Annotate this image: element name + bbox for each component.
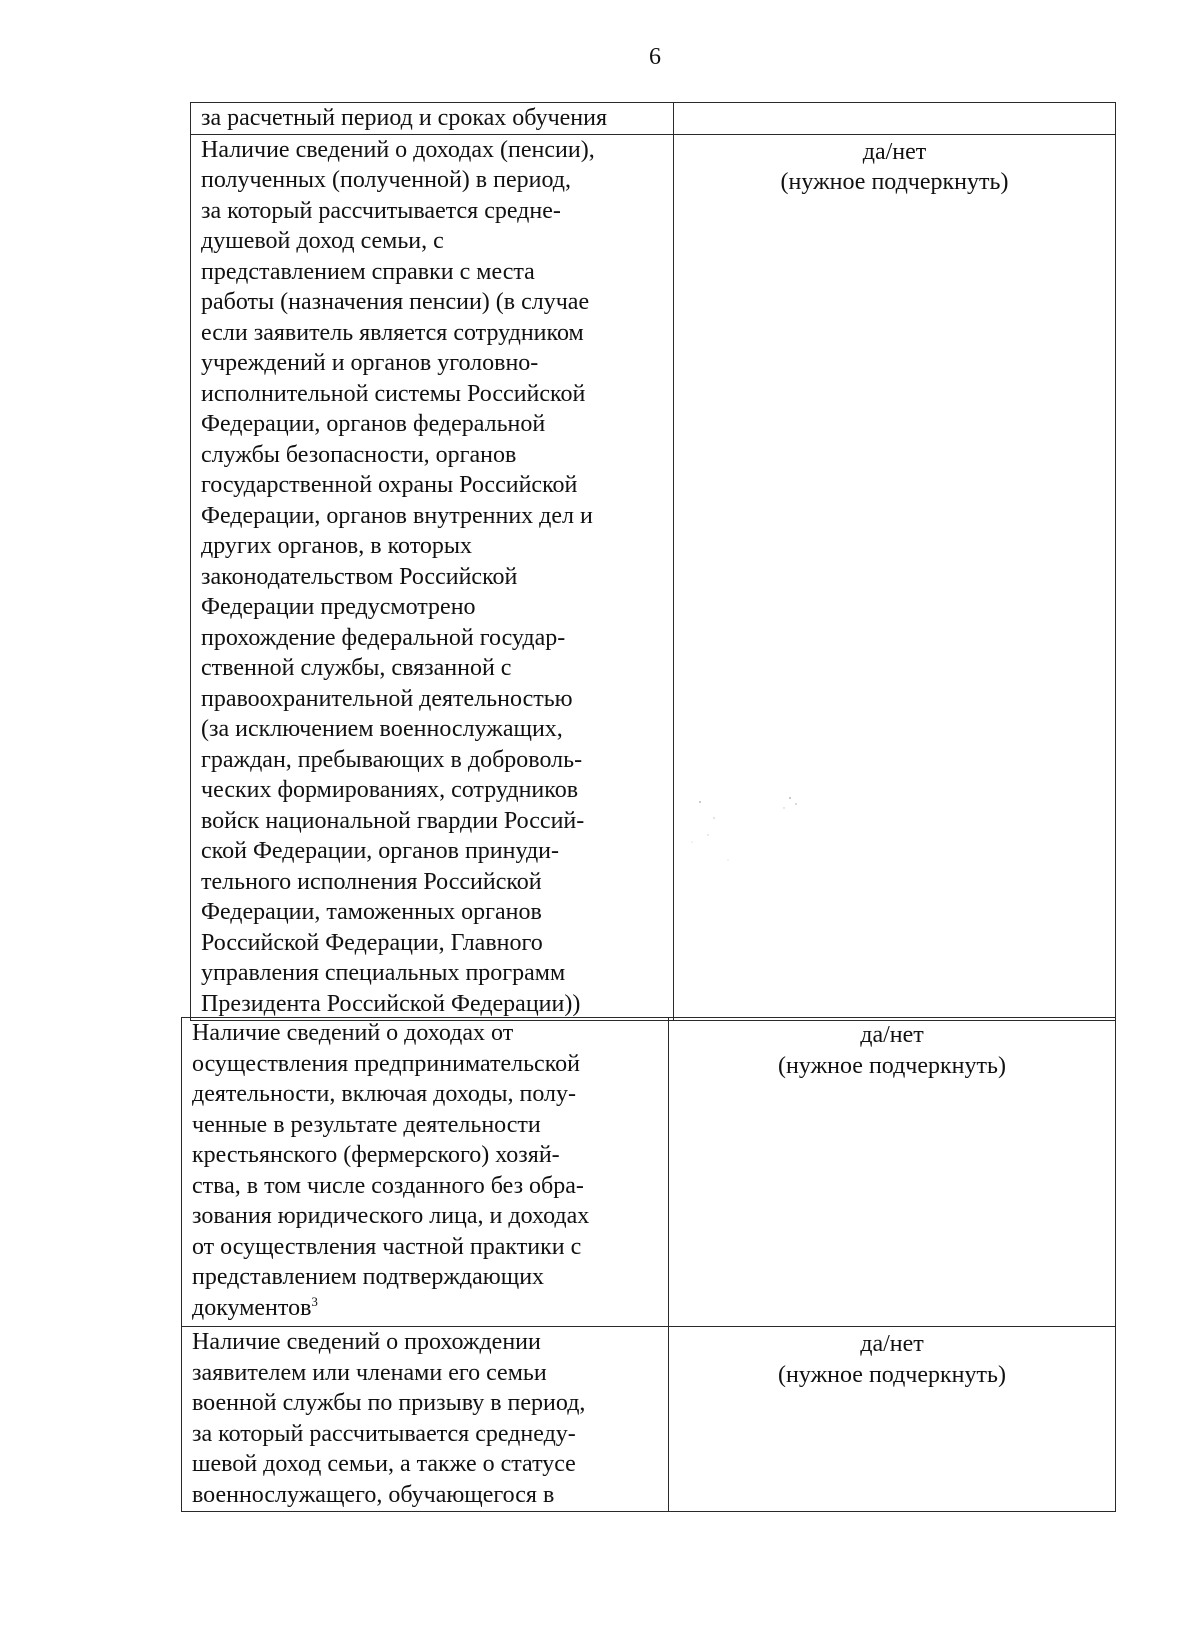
text-line: прохождение федеральной государ- <box>201 624 566 651</box>
text-line: за который рассчитывается средне- <box>201 197 561 224</box>
text-line: зования юридического лица, и доходах <box>192 1203 590 1229</box>
underline-instruction: (нужное подчеркнуть) <box>778 1361 1006 1388</box>
text-line: полученных (полученной) в период, <box>201 167 571 193</box>
page-number: 6 <box>649 44 661 70</box>
text-line: заявителем или членами его семьи <box>192 1359 547 1386</box>
text-line: службы безопасности, органов <box>201 441 517 468</box>
row-3-answer <box>669 1018 1116 1327</box>
text-line: Федерации, таможенных органов <box>201 899 542 925</box>
row-2-answer <box>674 134 1116 1020</box>
text-line: шевой доход семьи, а также о статусе <box>192 1451 576 1477</box>
text-line: законодательством Российской <box>201 563 518 590</box>
underline-instruction: (нужное подчеркнуть) <box>778 1052 1006 1079</box>
text-line: других органов, в которых <box>201 533 473 559</box>
text-line: тельного исполнения Российской <box>201 868 542 895</box>
text-line: Российской Федерации, Главного <box>201 929 543 956</box>
form-table-top <box>190 102 1116 1021</box>
text-line: от осуществления частной практики с <box>192 1233 582 1260</box>
underline-instruction: (нужное подчеркнуть) <box>780 169 1009 195</box>
table-row <box>182 1327 1116 1512</box>
text-line: учреждений и органов уголовно- <box>201 350 539 376</box>
text-line: Наличие сведений о прохождении <box>192 1329 541 1355</box>
text-line: работы (назначения пенсии) (в случае <box>201 289 590 315</box>
text-line: правоохранительной деятельностью <box>201 685 573 712</box>
table-row <box>191 103 1116 135</box>
text-line: деятельности, включая доходы, полу- <box>192 1081 576 1107</box>
text-line: Федерации, органов внутренних дел и <box>201 502 593 529</box>
text-line: граждан, пребывающих в доброволь- <box>201 746 583 773</box>
text-line: душевой доход семьи, с <box>201 228 444 254</box>
text-line: (за исключением военнослужащих, <box>201 716 563 742</box>
row-3-description <box>182 1018 669 1327</box>
table-row <box>191 134 1116 1020</box>
yes-no-option: да/нет <box>860 1331 924 1357</box>
text-line: Федерации предусмотрено <box>201 594 476 620</box>
text-line: Президента Российской Федерации)) <box>201 990 581 1017</box>
text-line: ской Федерации, органов принуди- <box>201 838 560 864</box>
text-line: ственной службы, связанной с <box>201 655 512 681</box>
text-line: Федерации, органов федеральной <box>201 411 546 437</box>
table-row <box>182 1018 1116 1327</box>
text-line: если заявитель является сотрудником <box>201 319 584 346</box>
text-line: осуществления предпринимательской <box>192 1050 580 1077</box>
scan-speckle <box>680 790 850 870</box>
text-line: представлением подтверждающих <box>192 1264 545 1290</box>
text-line-with-footnote <box>192 1293 668 1324</box>
text-line: крестьянского (фермерского) хозяй- <box>192 1142 560 1168</box>
text-line: Наличие сведений о доходах (пенсии), <box>201 136 595 163</box>
yes-no-option: да/нет <box>862 138 927 165</box>
yes-no-option: да/нет <box>860 1022 924 1048</box>
text-line: управления специальных программ <box>201 960 566 986</box>
text-line: ческих формированиях, сотрудников <box>201 777 579 803</box>
text-line: ченные в результате деятельности <box>192 1111 541 1138</box>
row-4-answer <box>669 1327 1116 1512</box>
text-line: государственной охраны Российской <box>201 472 578 498</box>
row-4-description <box>182 1327 669 1512</box>
text-line: военной службы по призыву в период, <box>192 1390 586 1416</box>
form-table-bottom <box>181 1017 1116 1512</box>
row-1-description <box>191 103 674 135</box>
text-line: войск национальной гвардии Россий- <box>201 807 585 834</box>
text-line: ства, в том числе созданного без обра- <box>192 1172 584 1199</box>
text-line: Наличие сведений о доходах от <box>192 1020 514 1046</box>
text-line: за расчетный период и сроках обучения <box>201 105 608 131</box>
text-line: военнослужащего, обучающегося в <box>192 1481 555 1508</box>
text-line: за который рассчитывается среднеду- <box>192 1420 576 1447</box>
row-1-answer <box>674 103 1116 135</box>
text-line: исполнительной системы Российской <box>201 380 586 407</box>
text-line: представлением справки с места <box>201 258 535 285</box>
text-line: документов <box>192 1294 312 1321</box>
row-2-description <box>191 134 674 1020</box>
footnote-mark: 3 <box>311 1293 318 1309</box>
